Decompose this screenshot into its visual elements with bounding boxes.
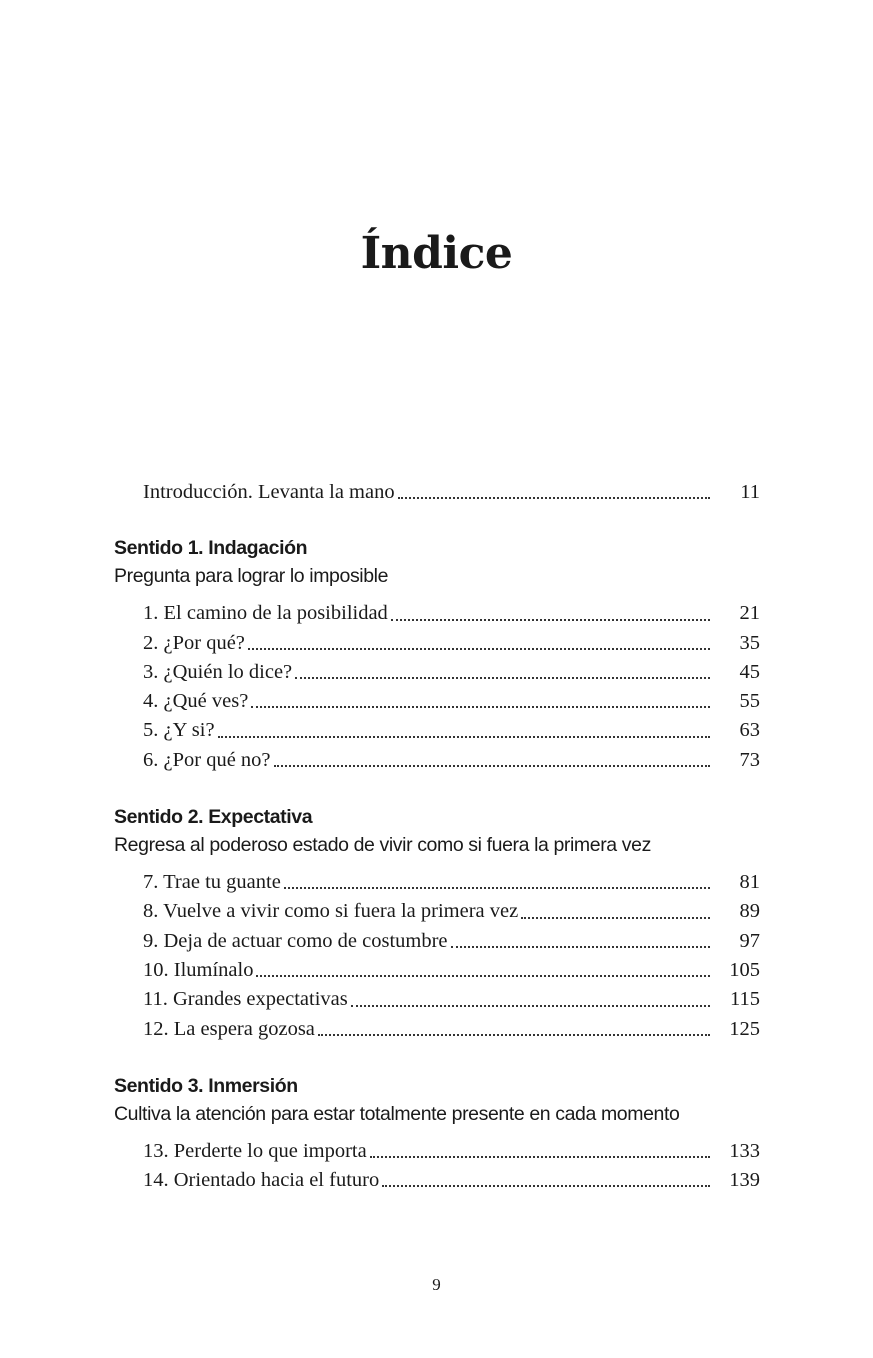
- toc-entry-introduction: [143, 478, 760, 507]
- toc-entry-page: 55: [739, 690, 760, 713]
- toc-entry-label: Introducción. Levanta la mano: [143, 481, 395, 503]
- dot-leader: [284, 887, 710, 889]
- toc-entry-page: 35: [739, 631, 760, 654]
- dot-leader: [218, 736, 710, 738]
- toc-entry-page: 89: [739, 900, 760, 923]
- toc-entry: [143, 716, 760, 745]
- toc-entry-page: 125: [729, 1017, 760, 1040]
- toc-entry-label: 9. Deja de actuar como de costumbre: [143, 929, 448, 952]
- toc-entry: [143, 687, 760, 716]
- toc-entry-label: 7. Trae tu guante: [143, 871, 281, 894]
- toc-entry-label: 11. Grandes expectativas: [143, 988, 348, 1011]
- toc-entry: [143, 927, 760, 956]
- toc-entry-page: 115: [730, 988, 760, 1011]
- dot-leader: [391, 619, 710, 621]
- section-title: Sentido 3. Inmersión: [114, 1074, 298, 1097]
- toc-entry-label: 10. Ilumínalo: [143, 958, 254, 981]
- toc-section-1: [114, 534, 760, 775]
- dot-leader: [370, 1156, 710, 1158]
- dot-leader: [251, 706, 710, 708]
- toc-entry-label: 8. Vuelve a vivir como si fuera la primera vez: [143, 900, 519, 923]
- toc-entry: [143, 1137, 760, 1166]
- toc-entry-page: 11: [740, 481, 760, 503]
- toc-entry: [143, 985, 760, 1014]
- toc-entry: [143, 1166, 760, 1195]
- toc-entry-page: 63: [739, 719, 760, 742]
- section-subtitle: Regresa al poderoso estado de vivir como si fuera la primera vez: [114, 834, 651, 857]
- toc-entry-label: 5. ¿Y si?: [143, 719, 215, 742]
- toc-entry-label: 12. La espera gozosa: [143, 1017, 315, 1040]
- toc-section-3: [114, 1072, 760, 1196]
- toc-entry-label: 14. Orientado hacia el futuro: [143, 1169, 380, 1192]
- dot-leader: [295, 677, 710, 679]
- toc-entry: [143, 897, 760, 926]
- toc-entry-page: 97: [739, 929, 760, 952]
- toc-entry-page: 73: [739, 748, 760, 771]
- toc-entry-label: 4. ¿Qué ves?: [143, 690, 249, 713]
- section-title: Sentido 2. Expectativa: [114, 806, 313, 829]
- toc-entry-label: 13. Perderte lo que importa: [143, 1139, 367, 1162]
- toc-entry-label: 3. ¿Quién lo dice?: [143, 660, 293, 683]
- toc-entry-page: 45: [739, 660, 760, 683]
- dot-leader: [248, 648, 710, 650]
- toc-entry: [143, 956, 760, 985]
- section-subtitle: Cultiva la atención para estar totalmente presente en cada momento: [114, 1102, 680, 1125]
- section-subtitle: Pregunta para lograr lo imposible: [114, 565, 389, 588]
- dot-leader: [521, 917, 710, 919]
- page-number: 9: [432, 1275, 441, 1294]
- toc-entry-label: 2. ¿Por qué?: [143, 631, 245, 654]
- toc-entry-label: 6. ¿Por qué no?: [143, 748, 271, 771]
- toc-entry: [143, 1015, 760, 1044]
- toc-entry-page: 21: [739, 602, 760, 625]
- dot-leader: [256, 975, 710, 977]
- dot-leader: [318, 1034, 710, 1036]
- dot-leader: [398, 497, 710, 499]
- toc-entry: [143, 868, 760, 897]
- dot-leader: [274, 765, 710, 767]
- toc-entry-page: 139: [729, 1169, 760, 1192]
- section-title: Sentido 1. Indagación: [114, 537, 308, 560]
- toc-section-2: [114, 803, 760, 1044]
- toc-entry-label: 1. El camino de la posibilidad: [143, 602, 388, 625]
- toc-entry: [143, 658, 760, 687]
- toc-entry-page: 81: [739, 871, 760, 894]
- page-title: Índice: [360, 228, 513, 279]
- dot-leader: [382, 1185, 710, 1187]
- dot-leader: [451, 946, 710, 948]
- toc-entry: [143, 599, 760, 628]
- table-of-contents: [114, 478, 760, 1223]
- toc-entry-page: 105: [729, 958, 760, 981]
- toc-entry: [143, 746, 760, 775]
- toc-entry-page: 133: [729, 1139, 760, 1162]
- toc-entry: [143, 629, 760, 658]
- dot-leader: [351, 1005, 710, 1007]
